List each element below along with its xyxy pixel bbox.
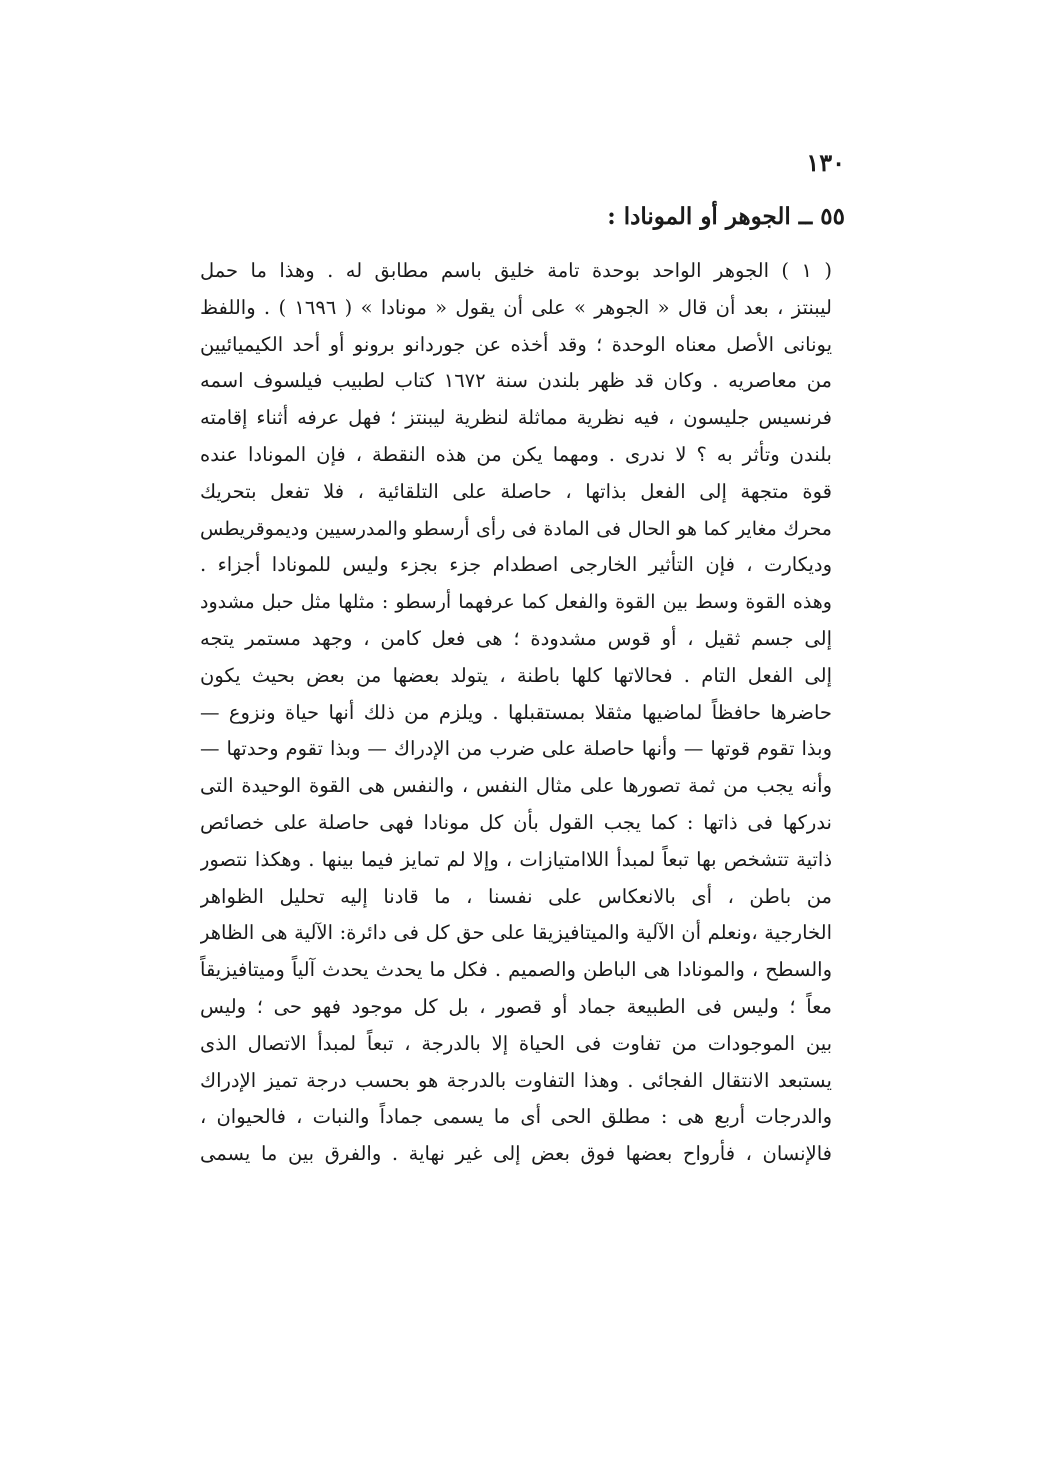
page-number: ١٣٠ bbox=[806, 148, 845, 177]
text-line: والدرجات أربع هى : مطلق الحى أى ما يسمى جماداً والنبات ، فالحيوان ، bbox=[200, 1105, 832, 1129]
text-line: وأنه يجب من ثمة تصورها على مثال النفس ، والنفس هى القوة الوحيدة التى bbox=[200, 774, 832, 798]
text-line: ندركها فى ذاتها : كما يجب القول بأن كل مونادا فهى حاصلة على خصائص bbox=[200, 810, 832, 834]
text-line: قوة متجهة إلى الفعل بذاتها ، حاصلة على التلقائية ، فلا تفعل بتحريك bbox=[200, 479, 832, 503]
text-line: معاً ؛ وليس فى الطبيعة جماد أو قصور ، بل كل موجود فهو حى ؛ وليس bbox=[200, 994, 832, 1018]
text-line: من باطن ، أى بالانعكاس على نفسنا ، ما قادنا إليه تحليل الظواهر bbox=[200, 884, 832, 908]
text-line: يونانى الأصل معناه الوحدة ؛ وقد أخذه عن جوردانو برونو أو أحد الكيميائيين bbox=[200, 332, 832, 356]
text-line: إلى الفعل التام . فحالاتها كلها باطنة ، يتولد بعضها من بعض بحيث يكون bbox=[200, 663, 832, 687]
body-text bbox=[200, 253, 832, 1173]
text-line: ليبنتز ، بعد أن قال « الجوهر » على أن يقول « مونادا » ( ١٦٩٦ ) . واللفظ bbox=[200, 295, 832, 319]
text-line: الخارجية ،ونعلم أن الآلية والميتافيزيقا على حق كل فى دائرة: الآلية هى الظاهر bbox=[200, 921, 832, 945]
text-line: فالإنسان ، فأرواح بعضها فوق بعض إلى غير نهاية . والفرق بين ما يسمى bbox=[200, 1142, 832, 1166]
text-line: وديكارت ، فإن التأثير الخارجى اصطدام جزء بجزء وليس للمونادا أجزاء . bbox=[200, 553, 832, 577]
text-line: بلندن وتأثر به ؟ لا ندرى . ومهما يكن من هذه النقطة ، فإن المونادا عنده bbox=[200, 442, 832, 466]
section-heading: ٥٥ ــ الجوهر أو المونادا : bbox=[607, 203, 845, 230]
text-line: حاضرها حافظاً لماضيها مثقلا بمستقبلها . ويلزم من ذلك أنها حياة ونزوع — bbox=[200, 700, 832, 724]
text-line: إلى جسم ثقيل ، أو قوس مشدودة ؛ هى فعل كامن ، وجهد مستمر يتجه bbox=[200, 626, 832, 650]
text-line: يستبعد الانتقال الفجائى . وهذا التفاوت بالدرجة هو بحسب درجة تميز الإدراك bbox=[200, 1068, 832, 1092]
text-line: ( ١ ) الجوهر الواحد بوحدة تامة خليق باسم مطابق له . وهذا ما حمل bbox=[200, 259, 832, 282]
text-line: وهذه القوة وسط بين القوة والفعل كما عرفهما أرسطو : مثلها مثل حبل مشدود bbox=[200, 591, 832, 614]
text-line: ذاتية تتشخص بها تبعاً لمبدأ اللاامتيازات ، وإلا لم تمايز فيما بينها . وهكذا نتصور bbox=[200, 847, 832, 871]
text-line: محرك مغاير كما هو الحال فى المادة فى رأى أرسطو والمدرسيين وديموقريطس bbox=[200, 517, 832, 540]
text-line: من معاصريه . وكان قد ظهر بلندن سنة ١٦٧٢ كتاب لطبيب فيلسوف اسمه bbox=[200, 369, 832, 393]
text-line: فرنسيس جليسون ، فيه نظرية مماثلة لنظرية ليبنتز ؛ فهل عرفه أثناء إقامته bbox=[200, 406, 832, 430]
text-line: بين الموجودات من تفاوت فى الحياة إلا بالدرجة ، تبعاً لمبدأ الاتصال الذى bbox=[200, 1031, 832, 1055]
text-line: والسطح ، والمونادا هى الباطن والصميم . فكل ما يحدث يحدث آلياً وميتافيزيقاً bbox=[200, 958, 832, 982]
text-line: وبذا تقوم قوتها — وأنها حاصلة على ضرب من الإدراك — وبذا تقوم وحدتها — bbox=[200, 737, 832, 761]
